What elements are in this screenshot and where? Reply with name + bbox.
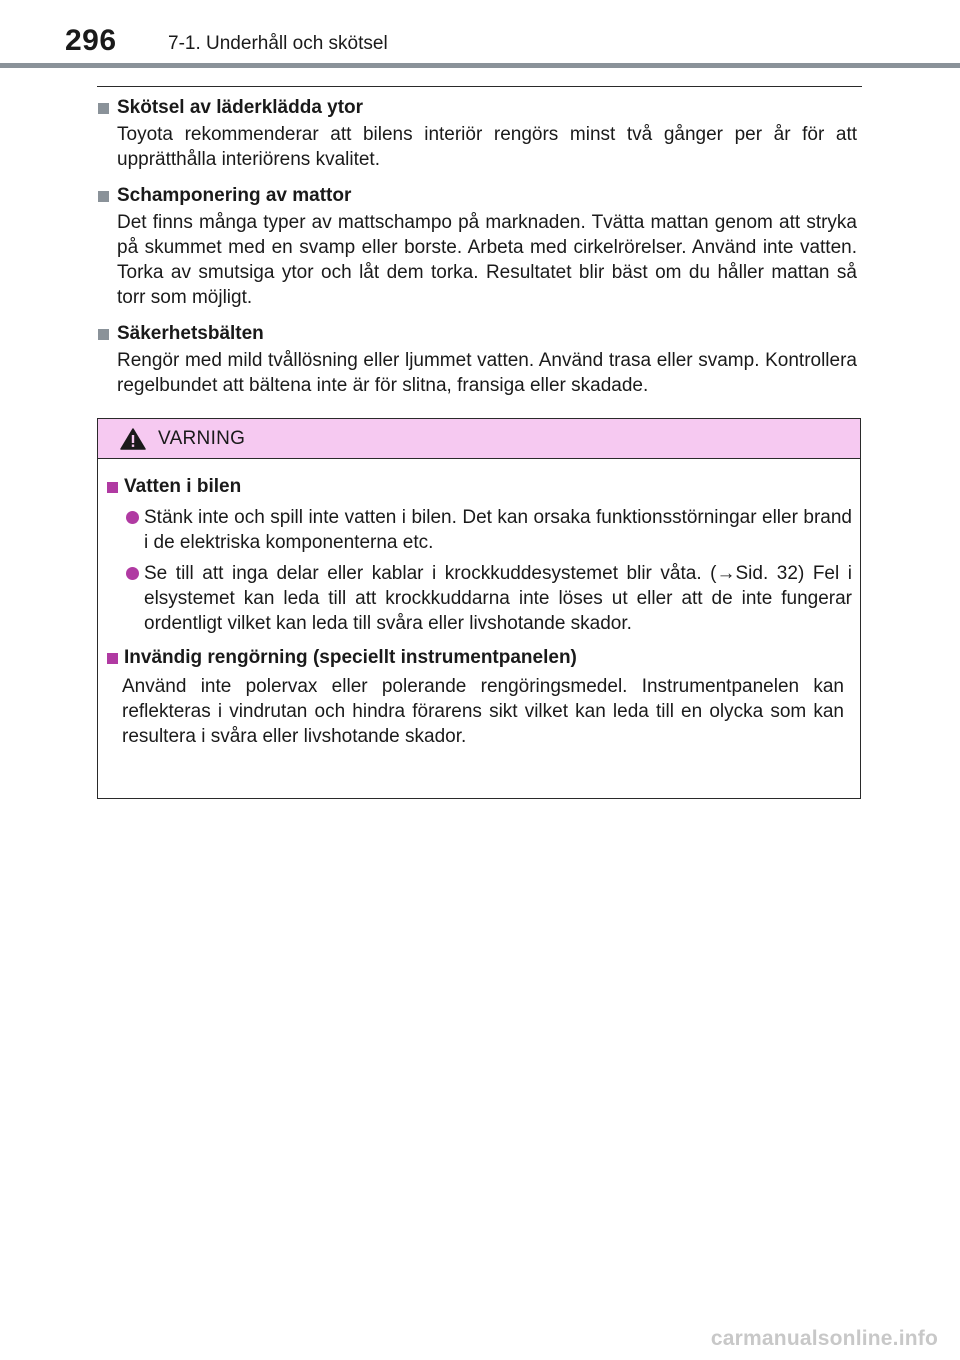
section-heading: [97, 96, 857, 120]
warning-section-body: Använd inte polervax eller polerande rengöringsmedel. Instrumentpanelen kan reflekteras i vindrutan och hindra förarens sikt vilket kan leda till en olycka som kan resultera i svåra eller livshotande skador.: [122, 676, 844, 747]
round-bullet-icon: [126, 511, 139, 524]
warning-section-heading: [106, 475, 852, 499]
warning-section-heading: [106, 646, 852, 670]
main-content: [97, 96, 857, 410]
section-carpet: [97, 184, 857, 310]
warning-header: [98, 419, 860, 459]
watermark: carmanualsonline.info: [710, 1327, 938, 1350]
section-body: Toyota rekommenderar att bilens interiör rengörs minst två gånger per år för att upprätthålla interiörens kvalitet.: [117, 124, 857, 170]
section-body: Det finns många typer av mattschampo på marknaden. Tvätta mattan genom att stryka på skummet med en svamp eller borste. Arbeta med cirkelrörelser. Använd inte vatten. Torka av smutsiga ytor och låt dem torka. Resultatet blir bäst om du håller mattan så torr som möjligt.: [117, 212, 857, 308]
warning-triangle-icon: [120, 428, 146, 450]
warning-title: VARNING: [158, 427, 246, 449]
warning-section-interior: [106, 646, 852, 749]
section-rule: [97, 86, 862, 87]
section-heading-text: Säkerhetsbälten: [117, 323, 264, 344]
section-heading: [97, 184, 857, 208]
square-bullet-icon: [107, 482, 118, 493]
round-bullet-icon: [126, 567, 139, 580]
chapter-title: 7-1. Underhåll och skötsel: [168, 33, 388, 54]
warning-section-water: [106, 475, 852, 636]
square-bullet-icon: [98, 329, 109, 340]
square-bullet-icon: [98, 191, 109, 202]
section-seatbelts: [97, 322, 857, 398]
warning-bullet: [126, 505, 852, 555]
warning-body: [98, 459, 860, 749]
warning-box: [97, 418, 861, 799]
section-heading-text: Skötsel av läderklädda ytor: [117, 97, 364, 118]
page-number: 296: [65, 24, 117, 57]
header-bar: [0, 63, 960, 68]
square-bullet-icon: [107, 653, 118, 664]
section-heading: [97, 322, 857, 346]
warning-section-heading-text: Vatten i bilen: [124, 476, 242, 497]
warning-bullet-text: Se till att inga delar eller kablar i krockkuddesystemet blir våta. (→Sid. 32) Fel i elsystemet kan leda till att krockkuddarna inte löses ut eller att de inte fungerar ordentligt vilket kan leda till svåra eller livshotande skador.: [144, 563, 852, 634]
section-leather: [97, 96, 857, 172]
warning-bullet-text: Stänk inte och spill inte vatten i bilen. Det kan orsaka funktionsstörningar eller brand i de elektriska komponenterna etc.: [144, 507, 852, 553]
section-body: Rengör med mild tvållösning eller ljummet vatten. Använd trasa eller svamp. Kontrollera regelbundet att bältena inte är för slitna, fransiga eller skadade.: [117, 350, 857, 396]
warning-bullet: [126, 561, 852, 636]
section-heading-text: Schamponering av mattor: [117, 185, 352, 206]
square-bullet-icon: [98, 103, 109, 114]
warning-section-heading-text: Invändig rengörning (speciellt instrumentpanelen): [124, 647, 577, 668]
